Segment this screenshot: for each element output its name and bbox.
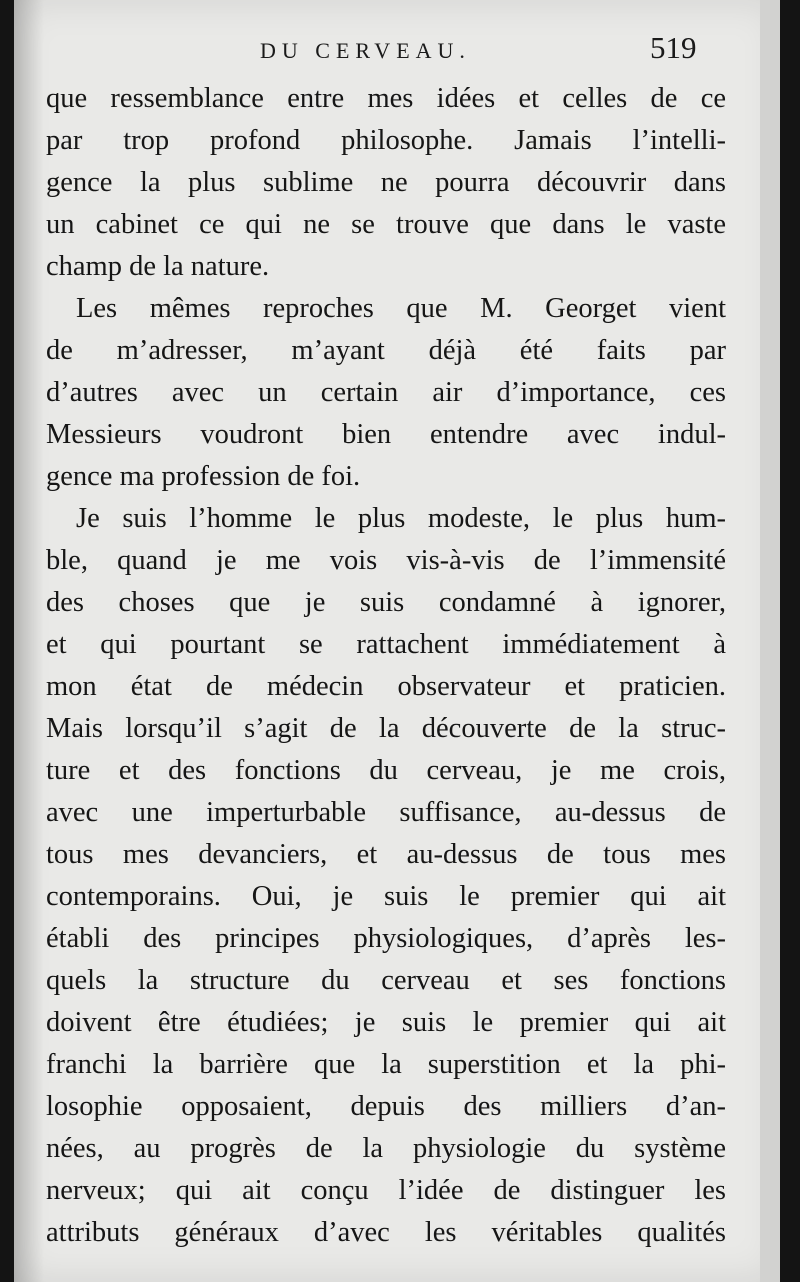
text-line: et qui pourtant se rattachent immédiatement à xyxy=(46,629,726,660)
text-line: Messieurs voudront bien entendre avec indul- xyxy=(46,419,726,450)
text-line: champ de la nature. xyxy=(46,251,270,282)
text-line: nées, au progrès de la physiologie du système xyxy=(46,1133,726,1164)
text-line: ble, quand je me vois vis-à-vis de l’immensité xyxy=(46,545,726,576)
text-line: que ressemblance entre mes idées et celles de ce xyxy=(46,83,726,114)
running-head xyxy=(14,30,780,70)
text-line: Les mêmes reproches que M. Georget vient xyxy=(76,293,726,324)
body-text xyxy=(46,78,726,1254)
page-edge xyxy=(760,0,780,1282)
text-line: gence ma profession de foi. xyxy=(46,461,361,492)
text-line: tous mes devanciers, et au-dessus de tous mes xyxy=(46,839,726,870)
text-line: mon état de médecin observateur et praticien. xyxy=(46,671,726,702)
text-line: losophie opposaient, depuis des milliers d’an- xyxy=(46,1091,726,1122)
text-line: ture et des fonctions du cerveau, je me crois, xyxy=(46,755,726,786)
text-line: doivent être étudiées; je suis le premier qui ait xyxy=(46,1007,726,1038)
text-line: franchi la barrière que la superstition et la phi- xyxy=(46,1049,726,1080)
text-line: contemporains. Oui, je suis le premier qui ait xyxy=(46,881,726,912)
text-line: un cabinet ce qui ne se trouve que dans le vaste xyxy=(46,209,726,240)
text-line: des choses que je suis condamné à ignorer, xyxy=(46,587,726,618)
text-line: nerveux; qui ait conçu l’idée de distinguer les xyxy=(46,1175,726,1206)
text-line: d’autres avec un certain air d’importance, ces xyxy=(46,377,726,408)
text-line: avec une imperturbable suffisance, au-dessus de xyxy=(46,797,726,828)
spine-shadow xyxy=(14,0,44,1282)
text-line: quels la structure du cerveau et ses fonctions xyxy=(46,965,726,996)
text-line: Je suis l’homme le plus modeste, le plus hum- xyxy=(76,503,726,534)
page-number: 519 xyxy=(650,30,697,65)
text-line: de m’adresser, m’ayant déjà été faits par xyxy=(46,335,726,366)
text-line: attributs généraux d’avec les véritables qualités xyxy=(46,1217,726,1248)
text-line: gence la plus sublime ne pourra découvrir dans xyxy=(46,167,726,198)
text-line: par trop profond philosophe. Jamais l’intelli- xyxy=(46,125,726,156)
text-line: établi des principes physiologiques, d’après les- xyxy=(46,923,726,954)
book-page xyxy=(14,0,780,1282)
running-head-title: DU CERVEAU. xyxy=(260,38,471,63)
text-line: Mais lorsqu’il s’agit de la découverte de la struc- xyxy=(46,713,726,744)
